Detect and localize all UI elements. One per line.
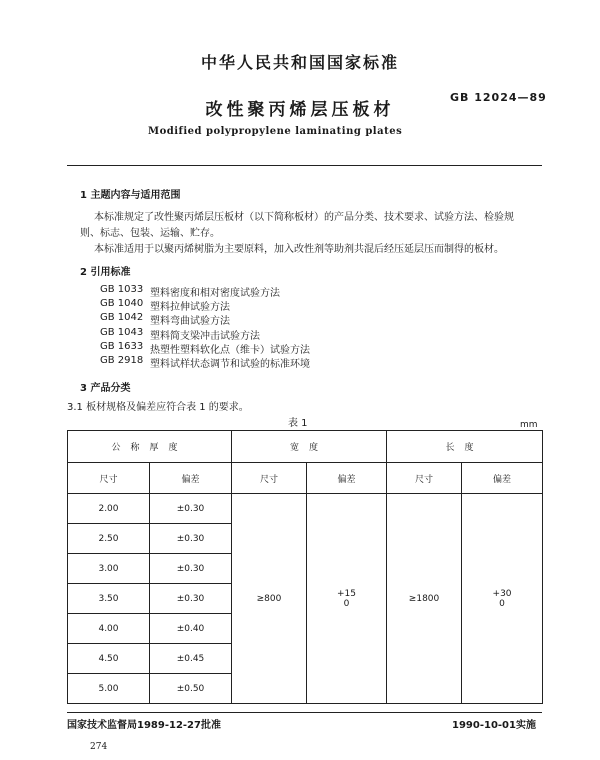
reference-title: 塑料简支梁冲击试验方法 <box>150 331 260 342</box>
section-3-1-text: 3.1 板材规格及偏差应符合表 1 的要求。 <box>67 402 249 413</box>
width-size-cell: ≥800 <box>232 494 307 704</box>
footer-divider <box>67 712 542 713</box>
page-number: 274 <box>90 742 108 752</box>
header-size: 尺寸 <box>387 463 462 494</box>
length-size-cell: ≥1800 <box>387 494 462 704</box>
title-divider <box>67 165 542 166</box>
reference-code: GB 1040 <box>100 298 144 309</box>
thickness-deviation: ±0.40 <box>150 614 232 644</box>
standard-code: GB 12024—89 <box>450 91 547 104</box>
header-deviation: 偏差 <box>462 463 543 494</box>
thickness-deviation: ±0.30 <box>150 554 232 584</box>
table-row <box>68 494 543 524</box>
header-deviation: 偏差 <box>307 463 387 494</box>
length-deviation-lower: 0 <box>499 598 505 609</box>
table-caption: 表 1 <box>288 418 308 429</box>
width-deviation-upper: +15 <box>337 588 357 599</box>
thickness-deviation: ±0.30 <box>150 524 232 554</box>
thickness-deviation: ±0.45 <box>150 644 232 674</box>
thickness-deviation: ±0.30 <box>150 494 232 524</box>
thickness-size: 2.50 <box>68 524 150 554</box>
header-thickness: 公称厚度 <box>68 431 232 463</box>
spec-table <box>67 430 543 704</box>
thickness-deviation: ±0.30 <box>150 584 232 614</box>
document-title-en: Modified polypropylene laminating plates <box>148 126 403 137</box>
header-size: 尺寸 <box>232 463 307 494</box>
reference-code: GB 1633 <box>100 341 144 352</box>
approval-date: 国家技术监督局1989-12-27批准 <box>67 720 221 731</box>
thickness-size: 4.00 <box>68 614 150 644</box>
header-width: 宽度 <box>232 431 387 463</box>
table-header-row <box>68 431 543 463</box>
length-deviation-cell <box>462 494 543 704</box>
thickness-size: 4.50 <box>68 644 150 674</box>
table-unit: mm <box>520 420 538 430</box>
width-deviation-cell <box>307 494 387 704</box>
section-3-heading: 3 产品分类 <box>80 383 131 394</box>
reference-title: 塑料密度和相对密度试验方法 <box>150 288 280 299</box>
reference-title: 热塑性塑料软化点（维卡）试验方法 <box>150 345 310 356</box>
reference-title: 塑料试样状态调节和试验的标准环境 <box>150 359 310 370</box>
section-1-para-1-line-2: 则、标志、包装、运输、贮存。 <box>80 228 220 239</box>
section-1-para-2: 本标准适用于以聚丙烯树脂为主要原料，加入改性剂等助剂共混后经压延层压而制得的板材。 <box>94 244 504 255</box>
length-deviation-upper: +30 <box>492 588 512 599</box>
section-2-heading: 2 引用标准 <box>80 267 131 278</box>
reference-code: GB 1033 <box>100 284 144 295</box>
reference-title: 塑料拉伸试验方法 <box>150 302 230 313</box>
reference-code: GB 1042 <box>100 312 144 323</box>
national-standard-heading: 中华人民共和国国家标准 <box>200 53 399 72</box>
section-1-heading: 1 主题内容与适用范围 <box>80 190 181 201</box>
thickness-size: 3.00 <box>68 554 150 584</box>
header-size: 尺寸 <box>68 463 150 494</box>
thickness-size: 5.00 <box>68 674 150 704</box>
thickness-size: 3.50 <box>68 584 150 614</box>
reference-code: GB 1043 <box>100 327 144 338</box>
header-length: 长度 <box>387 431 543 463</box>
header-deviation: 偏差 <box>150 463 232 494</box>
width-deviation-lower: 0 <box>343 598 350 609</box>
table-subheader-row <box>68 463 543 494</box>
document-title-cn: 改性聚丙烯层压板材 <box>205 100 395 120</box>
reference-code: GB 2918 <box>100 355 144 366</box>
thickness-deviation: ±0.50 <box>150 674 232 704</box>
reference-title: 塑料弯曲试验方法 <box>150 316 230 327</box>
thickness-size: 2.00 <box>68 494 150 524</box>
effective-date: 1990-10-01实施 <box>452 720 536 731</box>
section-1-para-1-line-1: 本标准规定了改性聚丙烯层压板材（以下简称板材）的产品分类、技术要求、试验方法、检验规 <box>94 212 514 223</box>
